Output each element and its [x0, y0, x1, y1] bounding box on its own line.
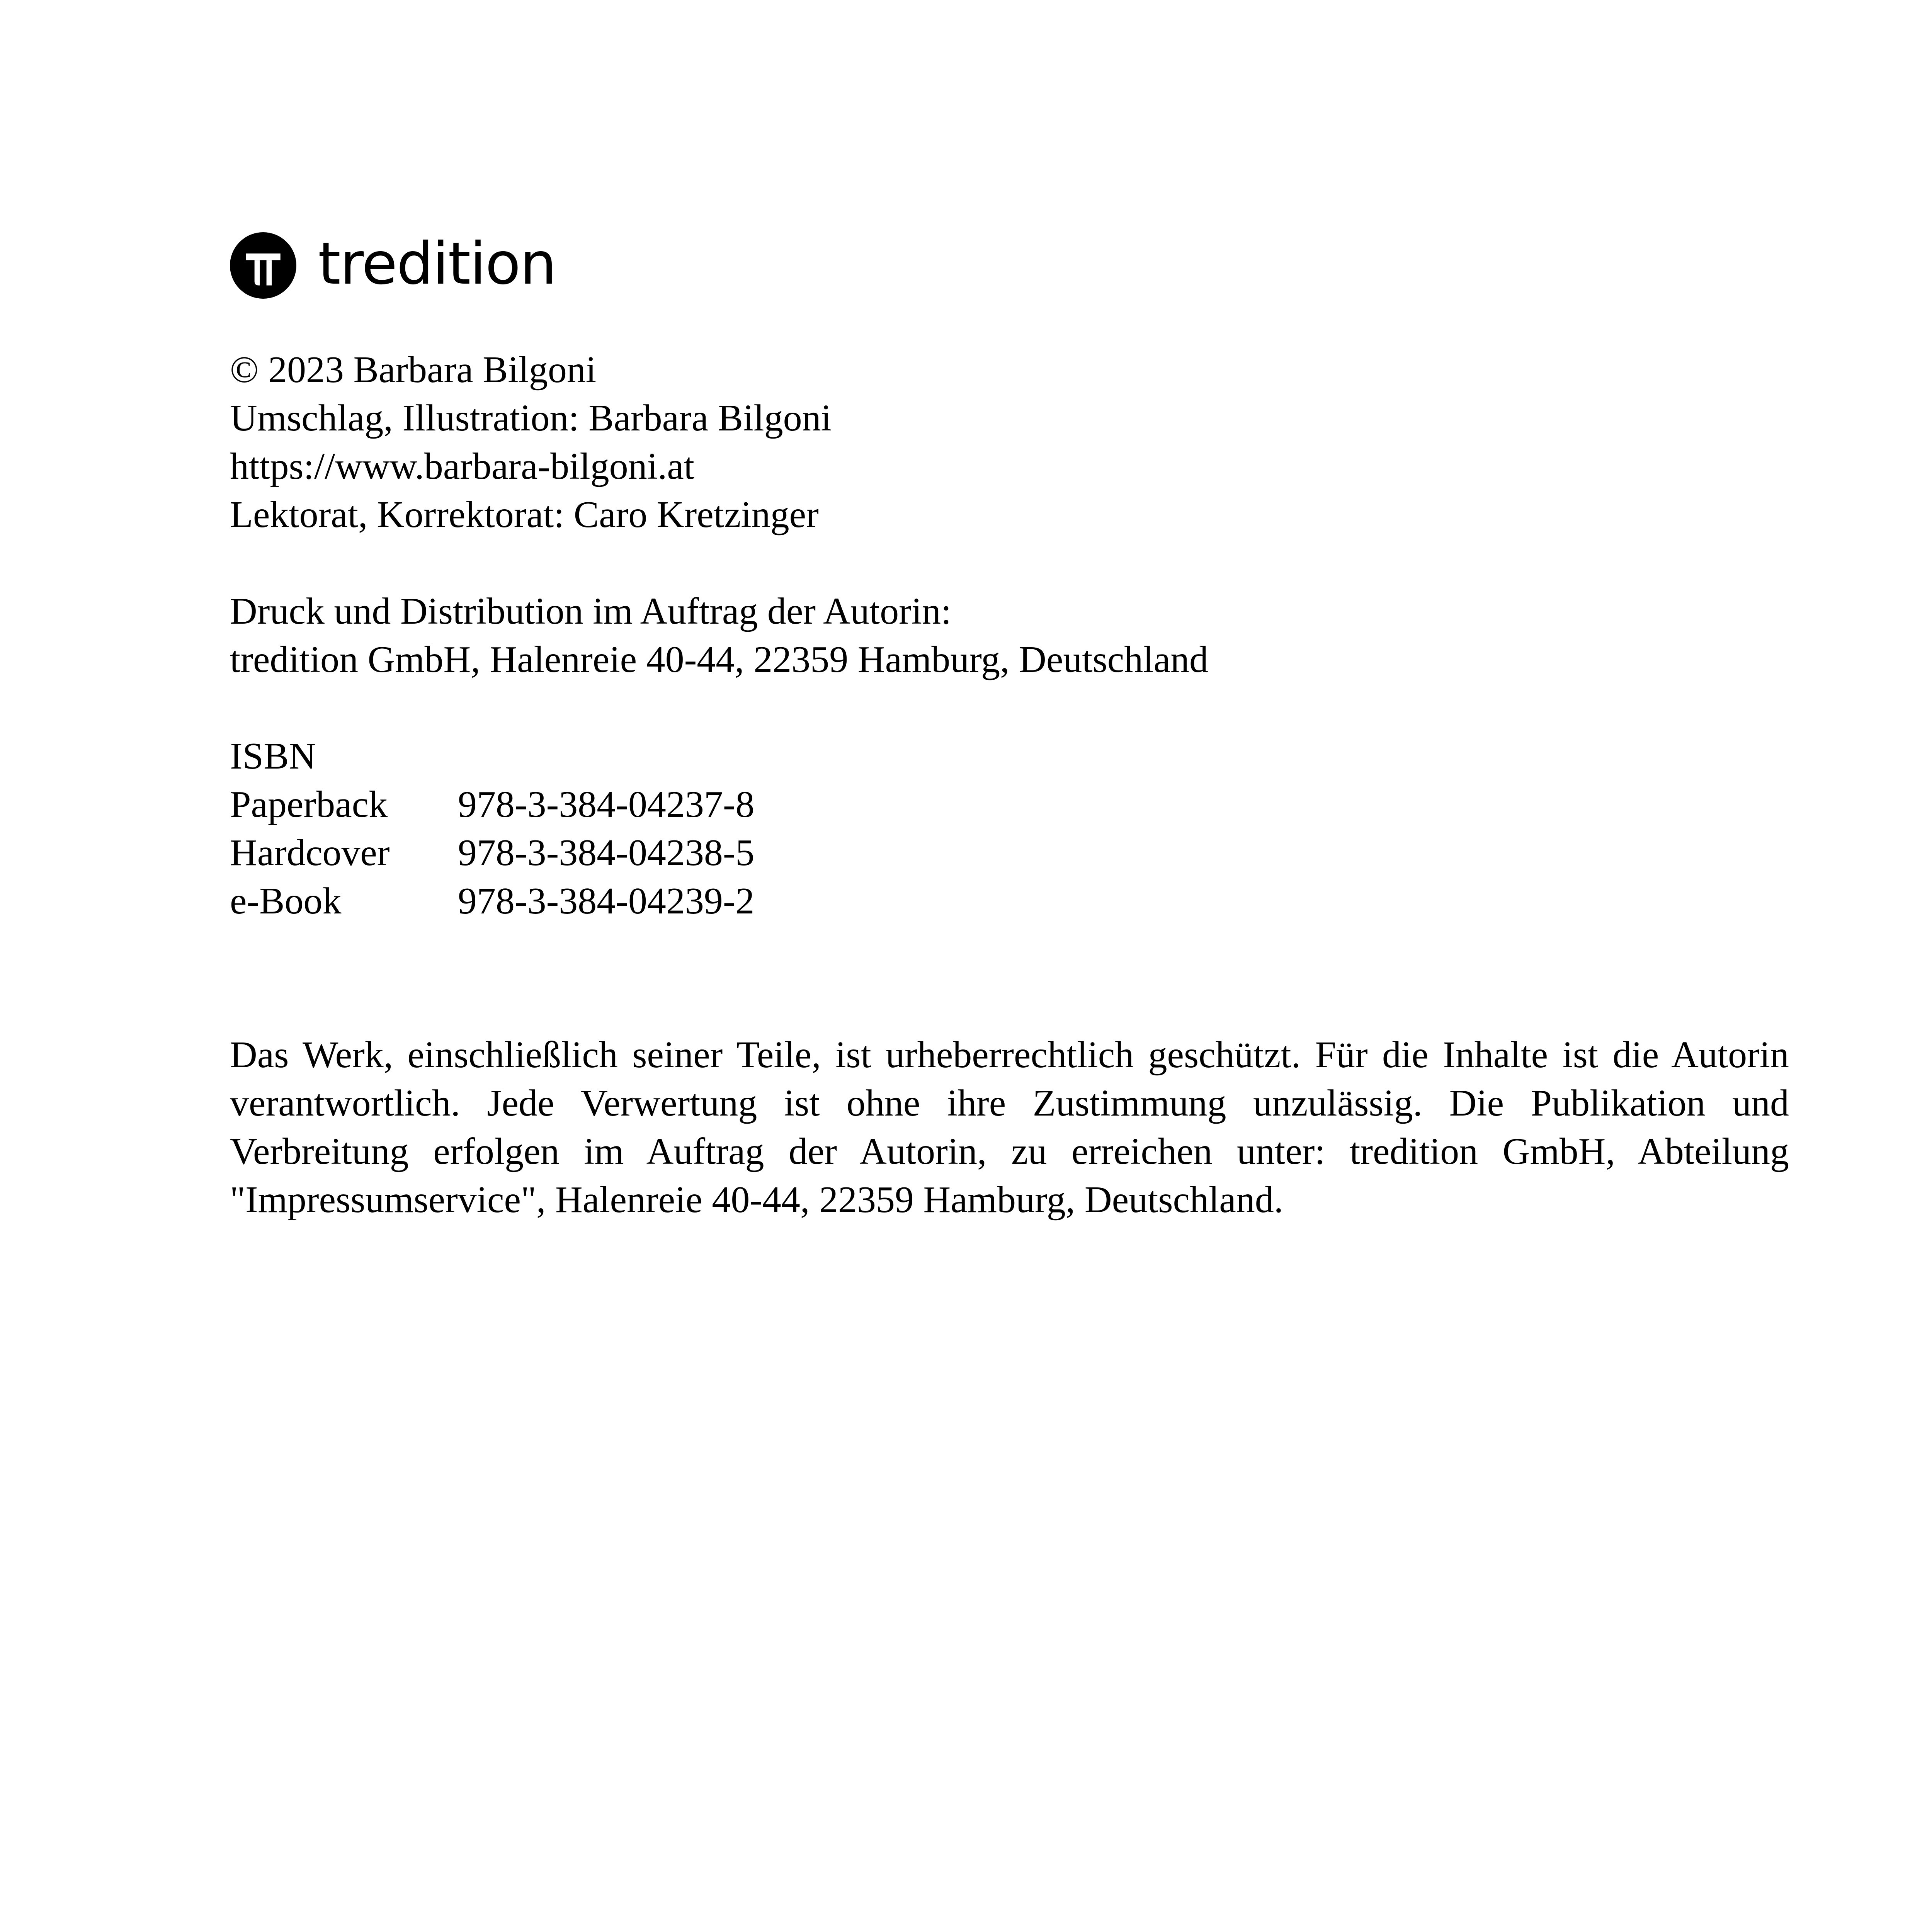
isbn-row — [230, 877, 755, 925]
isbn-row — [230, 829, 755, 877]
cover-credit-line: Umschlag, Illustration: Barbara Bilgoni — [230, 397, 832, 439]
isbn-row — [230, 781, 755, 829]
website-line: https://www.barbara-bilgoni.at — [230, 446, 695, 487]
isbn-number: 978-3-384-04237-8 — [458, 784, 755, 825]
tredition-logo-icon — [230, 232, 296, 299]
copyright-line: © 2023 Barbara Bilgoni — [230, 349, 597, 391]
print-heading: Druck und Distribution im Auftrag der Autorin: — [230, 590, 952, 632]
isbn-number: 978-3-384-04239-2 — [458, 880, 755, 922]
publisher-address: tredition GmbH, Halenreie 40-44, 22359 Hamburg, Deutschland — [230, 639, 1209, 680]
isbn-format: Hardcover — [230, 832, 390, 874]
print-distribution-block — [230, 587, 1208, 684]
isbn-heading: ISBN — [230, 735, 316, 777]
credits-block — [230, 346, 832, 539]
editing-credit-line: Lektorat, Korrektorat: Caro Kretzinger — [230, 494, 819, 536]
isbn-number: 978-3-384-04238-5 — [458, 832, 755, 874]
publisher-logo — [230, 231, 556, 300]
copyright-notice: Das Werk, einschließlich seiner Teile, ist urheberrechtlich geschützt. Für die Inhalte ist die Autorin verantwortlich. Jede Verwertung ist ohne ihre Zustimmung unzulässig. Die Publikation und Verbreitung erfolgen im Auftrag der Autorin, zu erreichen unter: tredition GmbH, Abteilung "Impressumservice", Halenreie 40-44, 22359 Hamburg, Deutschland. — [230, 1034, 1789, 1221]
isbn-format: e-Book — [230, 880, 342, 922]
isbn-format: Paperback — [230, 784, 388, 825]
isbn-block — [230, 732, 755, 925]
logo-wordmark: tredition — [318, 230, 556, 298]
